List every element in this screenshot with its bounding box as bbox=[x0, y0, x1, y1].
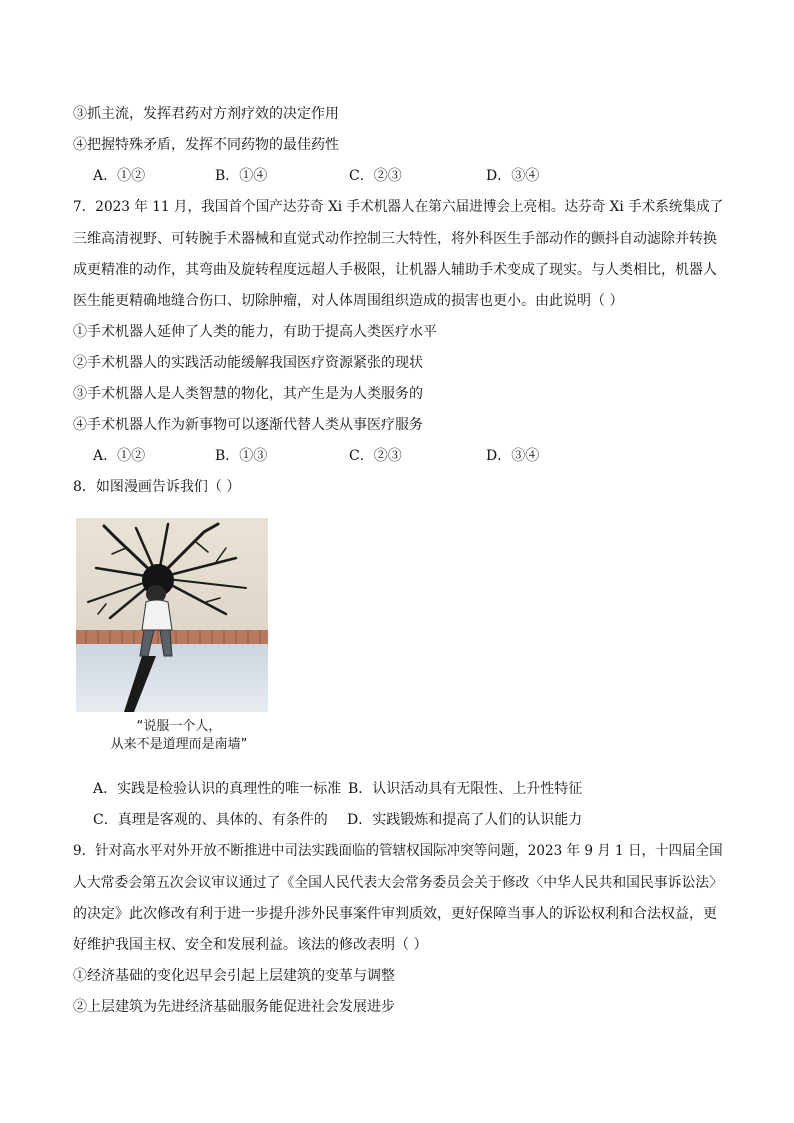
q9-stem-line-1: 9．针对高水平对外开放不断推进中司法实践面临的管辖权国际冲突等问题，2023 年 9 月 1 日，十四届全国 bbox=[73, 843, 723, 859]
q6-option-c[interactable]: C．②③ bbox=[349, 168, 402, 184]
q6-statement-3: ③抓主流，发挥君药对方剂疗效的决定作用 bbox=[73, 106, 339, 122]
q7-statement-4: ④手术机器人作为新事物可以逐渐代替人类从事医疗服务 bbox=[73, 417, 423, 433]
q7-option-c[interactable]: C．②③ bbox=[349, 448, 402, 464]
cartoon-image bbox=[76, 518, 268, 712]
q9-stem-line-2: 人大常委会第五次会议审议通过了《全国人民代表大会常务委员会关于修改〈中华人民共和国民事诉讼法〉 bbox=[73, 875, 723, 891]
q6-option-a[interactable]: A．①② bbox=[93, 168, 146, 184]
q7-statement-2: ②手术机器人的实践活动能缓解我国医疗资源紧张的现状 bbox=[73, 355, 423, 371]
q7-option-b[interactable]: B．①③ bbox=[215, 448, 268, 464]
cartoon-caption-line-2: 从来不是道理而是南墙” bbox=[110, 737, 248, 752]
q9-stem-line-4: 好维护我国主权、安全和发展利益。该法的修改表明（ ） bbox=[73, 937, 428, 953]
q7-option-a[interactable]: A．①② bbox=[93, 448, 146, 464]
q8-option-a[interactable]: A．实践是检验认识的真理性的唯一标准 bbox=[93, 781, 342, 797]
q7-stem-line-1: 7．2023 年 11 月，我国首个国产达芬奇 Xi 手术机器人在第六届进博会上亮相。达芬奇 Xi 手术系统集成了 bbox=[73, 199, 724, 215]
cartoon-drawing bbox=[76, 518, 268, 712]
q8-option-c[interactable]: C．真理是客观的、具体的、有条件的 bbox=[93, 812, 328, 828]
q9-statement-2: ②上层建筑为先进经济基础服务能促进社会发展进步 bbox=[73, 999, 395, 1015]
q7-stem-line-2: 三维高清视野、可转腕手术器械和直觉式动作控制三大特性，将外科医生手部动作的颤抖自动滤除并转换 bbox=[73, 231, 717, 247]
q7-stem-line-4: 医生能更精确地缝合伤口、切除肿瘤，对人体周围组织造成的损害也更小。由此说明（ ） bbox=[73, 293, 624, 309]
q6-option-d[interactable]: D．③④ bbox=[486, 168, 540, 184]
cartoon-caption-line-1: “说服一个人， bbox=[136, 719, 222, 734]
q7-statement-1: ①手术机器人延伸了人类的能力，有助于提高人类医疗水平 bbox=[73, 324, 437, 340]
q9-stem-line-3: 的决定》此次修改有利于进一步提升涉外民事案件审判质效，更好保障当事人的诉讼权利和合法权益，更 bbox=[73, 906, 717, 922]
q8-option-b[interactable]: B．认识活动具有无限性、上升性特征 bbox=[348, 781, 583, 797]
q8-stem: 8．如图漫画告诉我们（ ） bbox=[73, 479, 241, 495]
q7-statement-3: ③手术机器人是人类智慧的物化，其产生是为人类服务的 bbox=[73, 386, 423, 402]
q8-option-d[interactable]: D．实践锻炼和提高了人们的认识能力 bbox=[347, 812, 583, 828]
q6-option-b[interactable]: B．①④ bbox=[215, 168, 268, 184]
q6-statement-4: ④把握特殊矛盾，发挥不同药物的最佳药性 bbox=[73, 137, 339, 153]
q7-stem-line-3: 成更精准的动作，其弯曲及旋转程度远超人手极限，让机器人辅助手术变成了现实。与人类相比，机器人 bbox=[73, 262, 717, 278]
q9-statement-1: ①经济基础的变化迟早会引起上层建筑的变革与调整 bbox=[73, 968, 395, 984]
q7-option-d[interactable]: D．③④ bbox=[486, 448, 540, 464]
